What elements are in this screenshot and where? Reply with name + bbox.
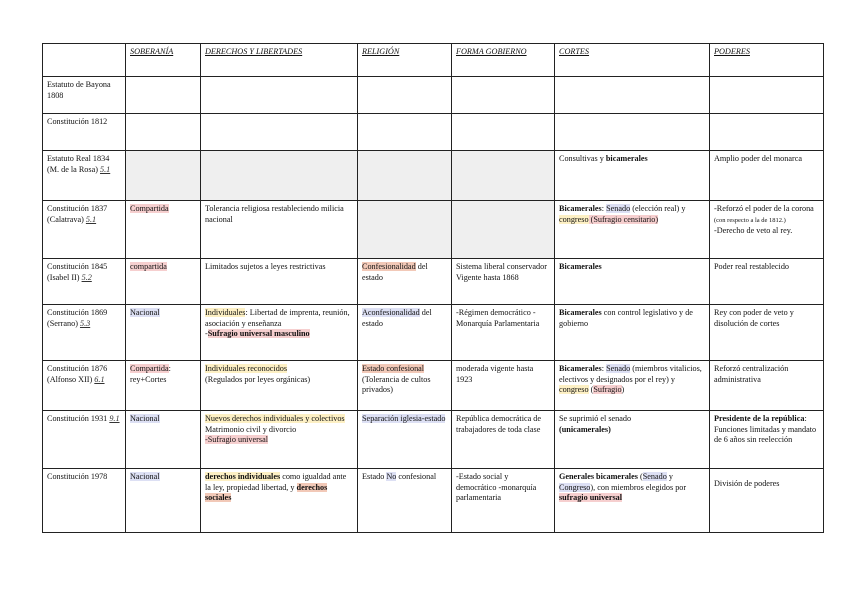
- cell-religion: [358, 411, 452, 469]
- cortes-text: Consultivas y: [559, 154, 606, 163]
- cortes-text: (: [637, 472, 643, 481]
- table-row: [43, 77, 824, 114]
- cell-poderes: [710, 305, 824, 361]
- section-link[interactable]: 5.3: [79, 318, 91, 328]
- derechos-highlight: derechos individuales: [205, 472, 281, 481]
- header-row: [43, 44, 824, 77]
- constitutions-table: [42, 43, 824, 533]
- row-title-text: Constitución 1869 (Serrano): [47, 308, 108, 328]
- section-link[interactable]: 9.1: [109, 414, 120, 423]
- sufragio-text: Sufragio: [593, 385, 622, 394]
- derechos-text: : Libertad de imprenta, reunión, asociación y enseñanza: [205, 308, 350, 328]
- cell-cortes: [555, 114, 710, 151]
- poderes-text: Amplio poder del monarca: [714, 154, 802, 163]
- forma-text: República democrática de trabajadores de toda clase: [456, 414, 542, 434]
- cell-soberania: [126, 411, 201, 469]
- row-title: [43, 305, 126, 361]
- poderes-bold: División de poderes: [714, 479, 780, 488]
- row-title: [43, 77, 126, 114]
- cell-derechos: [201, 469, 358, 533]
- soberania-text: Nacional: [130, 308, 160, 317]
- cell-soberania: [126, 361, 201, 411]
- forma-text: -Régimen democrático -Monarquía Parlamentaria: [456, 308, 540, 328]
- soberania-text: compartida: [130, 262, 167, 271]
- cortes-bold: bicamerales: [605, 154, 648, 163]
- senado-text: Senado: [642, 472, 667, 481]
- table-row: [43, 151, 824, 201]
- religion-text: Estado: [362, 472, 387, 481]
- cell-derechos: [201, 361, 358, 411]
- cell-derechos: [201, 411, 358, 469]
- cell-poderes: [710, 411, 824, 469]
- table-row: [43, 411, 824, 469]
- cell-soberania: [126, 305, 201, 361]
- row-title-text: Constitución 1931: [47, 414, 108, 423]
- cortes-text: :: [601, 204, 607, 213]
- cortes-text: y: [666, 472, 673, 481]
- cell-cortes: [555, 259, 710, 305]
- cortes-text: ), con miembros elegidos por: [590, 482, 687, 492]
- soberania-text: Compartida: [130, 364, 169, 373]
- derechos-sociales: derechos sociales: [205, 482, 328, 502]
- cortes-text: (miembros vitalicios, electivos y designados por el rey) y: [559, 364, 702, 384]
- senado-text: Senado: [606, 364, 631, 373]
- header-forma-gobierno: FORMA GOBIERNO: [452, 44, 555, 77]
- cell-derechos: [201, 114, 358, 151]
- religion-highlight: Aconfesionalidad: [362, 308, 420, 317]
- derechos-dash: -: [205, 329, 208, 338]
- row-title: [43, 361, 126, 411]
- cortes-text: :: [601, 364, 607, 373]
- cell-derechos: [201, 305, 358, 361]
- cell-religion: [358, 151, 452, 201]
- cell-soberania: [126, 469, 201, 533]
- congreso-text: congreso: [559, 385, 589, 394]
- row-title: [43, 151, 126, 201]
- cell-derechos: [201, 201, 358, 259]
- header-cortes: CORTES: [555, 44, 710, 77]
- cell-religion: [358, 361, 452, 411]
- header-poderes: PODERES: [710, 44, 824, 77]
- cell-soberania: [126, 114, 201, 151]
- cell-religion: [358, 259, 452, 305]
- cell-forma: [452, 361, 555, 411]
- cell-derechos: [201, 259, 358, 305]
- row-title-text: Constitución 1812: [47, 117, 108, 126]
- row-title-text: Constitución 1876 (Alfonso XII): [47, 364, 108, 384]
- congreso-text: congreso: [559, 214, 589, 224]
- religion-highlight: Estado confesional: [362, 364, 425, 373]
- cell-cortes: [555, 77, 710, 114]
- cell-cortes: [555, 469, 710, 533]
- row-title: [43, 259, 126, 305]
- cortes-text: (: [588, 385, 594, 394]
- header-empty: [43, 44, 126, 77]
- poderes-text: -Derecho de veto al rey.: [714, 226, 793, 235]
- derechos-highlight: Nuevos derechos individuales y colectivos: [205, 414, 345, 423]
- cell-soberania: [126, 151, 201, 201]
- header-derechos: DERECHOS Y LIBERTADES: [201, 44, 358, 77]
- cell-cortes: [555, 151, 710, 201]
- poderes-text: Poder real restablecido: [714, 262, 790, 271]
- cell-religion: [358, 469, 452, 533]
- cell-poderes: [710, 259, 824, 305]
- cell-poderes: [710, 151, 824, 201]
- row-title: [43, 469, 126, 533]
- row-title-text: Estatuto de Bayona 1808: [47, 80, 111, 100]
- sufragio-text: (Sufragio censitario): [588, 214, 659, 224]
- derechos-text: Limitados sujetos a leyes restrictivas: [205, 262, 326, 271]
- religion-text: confesional: [396, 472, 437, 481]
- section-link[interactable]: 6.1: [94, 374, 105, 384]
- forma-text: moderada vigente hasta 1923: [456, 364, 534, 384]
- cortes-text: con control legislativo y de gobierno: [559, 308, 693, 328]
- cell-soberania: [126, 201, 201, 259]
- religion-highlight: Confesionalidad: [362, 262, 416, 271]
- cell-religion: [358, 114, 452, 151]
- poderes-text: Rey con poder de veto y disolución de cortes: [714, 308, 794, 328]
- cortes-bold: Bicamerales: [559, 308, 602, 317]
- cell-poderes: [710, 361, 824, 411]
- cortes-text: Se suprimió el senado: [559, 414, 632, 423]
- sufragio-text: -Sufragio universal: [205, 435, 268, 444]
- sufragio-text: Sufragio universal masculino: [207, 329, 310, 338]
- religion-text: (Tolerancia de cultos privados): [362, 374, 431, 394]
- table-row: [43, 114, 824, 151]
- derechos-highlight: Individuales: [205, 308, 246, 317]
- derechos-text: Matrimonio civil y divorcio: [205, 424, 297, 434]
- table-row: [43, 469, 824, 533]
- senado-text: Senado: [606, 204, 631, 213]
- cortes-text: (elección real) y: [630, 204, 686, 213]
- row-title-text: Constitución 1845 (Isabel II): [47, 262, 108, 282]
- cell-forma: [452, 201, 555, 259]
- cell-derechos: [201, 77, 358, 114]
- cell-forma: [452, 469, 555, 533]
- cortes-bold: (unicamerales): [559, 424, 611, 434]
- religion-highlight: Separación iglesia-estado: [362, 414, 446, 423]
- cell-religion: [358, 201, 452, 259]
- forma-text: -Estado social y democrático -monarquía parlamentaria: [456, 472, 537, 502]
- congreso-text: Congreso: [559, 482, 591, 492]
- derechos-text: Tolerancia religiosa restableciendo milicia nacional: [205, 204, 344, 224]
- section-link[interactable]: 5.1: [99, 164, 111, 174]
- row-title-text: Constitución 1978: [47, 472, 108, 481]
- cell-cortes: [555, 411, 710, 469]
- cortes-bold: Bicamerales: [559, 204, 602, 213]
- cell-derechos: [201, 151, 358, 201]
- religion-text: del estado: [362, 262, 428, 282]
- cortes-text: ): [621, 385, 625, 394]
- row-title-text: Constitución 1837 (Calatrava): [47, 204, 108, 224]
- poderes-text: : Funciones limitadas y mandato de 6 años sin reelección: [714, 414, 817, 444]
- row-title: [43, 201, 126, 259]
- cortes-bold: Bicamerales: [559, 364, 602, 373]
- table-row: [43, 259, 824, 305]
- header-religion: RELIGIÓN: [358, 44, 452, 77]
- cortes-bold: Generales bicamerales: [559, 472, 638, 481]
- soberania-extra: : rey+Cortes: [130, 364, 171, 384]
- cell-soberania: [126, 259, 201, 305]
- cell-poderes: [710, 114, 824, 151]
- row-title: [43, 114, 126, 151]
- cell-forma: [452, 259, 555, 305]
- derechos-text: (Regulados por leyes orgánicas): [205, 374, 311, 384]
- cell-cortes: [555, 361, 710, 411]
- derechos-text: como igualdad ante la ley, propiedad libertad, y: [205, 472, 347, 492]
- religion-text: del estado: [362, 308, 432, 328]
- section-link[interactable]: 5.1: [85, 214, 97, 224]
- table-row: [43, 201, 824, 259]
- table-row: [43, 305, 824, 361]
- cell-cortes: [555, 201, 710, 259]
- cell-forma: [452, 411, 555, 469]
- cortes-bold: Bicamerales: [559, 262, 602, 271]
- row-title-text: Estatuto Real 1834 (M. de la Rosa): [47, 154, 110, 174]
- soberania-text: Compartida: [130, 204, 169, 213]
- table-row: [43, 361, 824, 411]
- poderes-text: Reforzó centralización administrativa: [714, 364, 789, 384]
- header-soberania: SOBERANÍA: [126, 44, 201, 77]
- sufragio-text: sufragio universal: [559, 493, 623, 502]
- poderes-text: -Reforzó el poder de la corona: [714, 204, 814, 213]
- cell-religion: [358, 77, 452, 114]
- soberania-text: Nacional: [130, 414, 160, 423]
- cell-soberania: [126, 77, 201, 114]
- cell-poderes: [710, 201, 824, 259]
- forma-text: Sistema liberal conservador Vigente hasta 1868: [456, 262, 547, 282]
- cell-poderes: [710, 469, 824, 533]
- cell-religion: [358, 305, 452, 361]
- section-link[interactable]: 5.2: [81, 272, 92, 282]
- derechos-highlight: Individuales reconocidos: [205, 364, 288, 373]
- cell-poderes: [710, 77, 824, 114]
- religion-highlight: No: [386, 472, 397, 481]
- poderes-note: (con respecto a la de 1812.): [714, 216, 786, 224]
- cell-forma: [452, 114, 555, 151]
- soberania-text: Nacional: [130, 472, 160, 481]
- poderes-bold: Presidente de la república: [714, 414, 805, 423]
- row-title: [43, 411, 126, 469]
- cell-cortes: [555, 305, 710, 361]
- cell-forma: [452, 77, 555, 114]
- cell-forma: [452, 305, 555, 361]
- cell-forma: [452, 151, 555, 201]
